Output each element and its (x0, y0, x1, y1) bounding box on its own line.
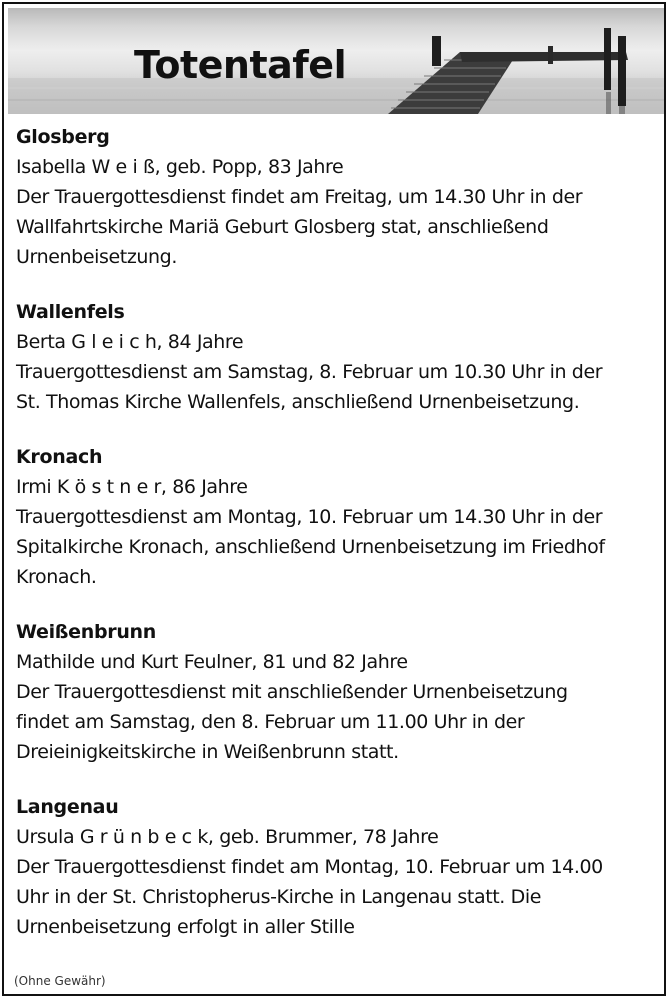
obituary-entry (16, 442, 662, 592)
deceased-name: Ursula G r ü n b e c k, geb. Brummer, 78 Jahre (16, 826, 439, 848)
page-title: Totentafel (134, 43, 347, 87)
obituary-list (16, 122, 662, 967)
service-text: Dreieinigkeitskirche in Weißenbrunn statt. (16, 741, 399, 763)
place-heading: Glosberg (16, 126, 110, 148)
deceased-name: Isabella W e i ß, geb. Popp, 83 Jahre (16, 156, 344, 178)
place-heading: Langenau (16, 796, 119, 818)
service-text: Kronach. (16, 566, 97, 588)
service-text: Der Trauergottesdienst findet am Montag, 10. Februar um 14.00 (16, 856, 603, 878)
obituary-entry (16, 792, 662, 942)
deceased-name: Berta G l e i c h, 84 Jahre (16, 331, 244, 353)
service-text: Trauergottesdienst am Montag, 10. Februar um 14.30 Uhr in der (16, 506, 603, 528)
service-text: Uhr in der St. Christopherus-Kirche in Langenau statt. Die (16, 886, 541, 908)
service-text: Trauergottesdienst am Samstag, 8. Februar um 10.30 Uhr in der (16, 361, 603, 383)
deceased-name: Irmi K ö s t n e r, 86 Jahre (16, 476, 248, 498)
service-text: Der Trauergottesdienst findet am Freitag, um 14.30 Uhr in der (16, 186, 583, 208)
service-text: Urnenbeisetzung. (16, 246, 177, 268)
place-heading: Kronach (16, 446, 103, 468)
service-text: Der Trauergottesdienst mit anschließender Urnenbeisetzung (16, 681, 568, 703)
service-text: St. Thomas Kirche Wallenfels, anschließend Urnenbeisetzung. (16, 391, 580, 413)
service-text: Urnenbeisetzung erfolgt in aller Stille (16, 916, 355, 938)
obituary-entry (16, 617, 662, 767)
disclaimer-note: (Ohne Gewähr) (14, 974, 106, 988)
obituary-entry (16, 297, 662, 417)
service-text: findet am Samstag, den 8. Februar um 11.00 Uhr in der (16, 711, 525, 733)
service-text: Spitalkirche Kronach, anschließend Urnenbeisetzung im Friedhof (16, 536, 605, 558)
deceased-name: Mathilde und Kurt Feulner, 81 und 82 Jahre (16, 651, 408, 673)
obituary-entry (16, 122, 662, 272)
place-heading: Weißenbrunn (16, 621, 157, 643)
place-heading: Wallenfels (16, 301, 125, 323)
header-banner (8, 8, 664, 114)
service-text: Wallfahrtskirche Mariä Geburt Glosberg stat, anschließend (16, 216, 549, 238)
